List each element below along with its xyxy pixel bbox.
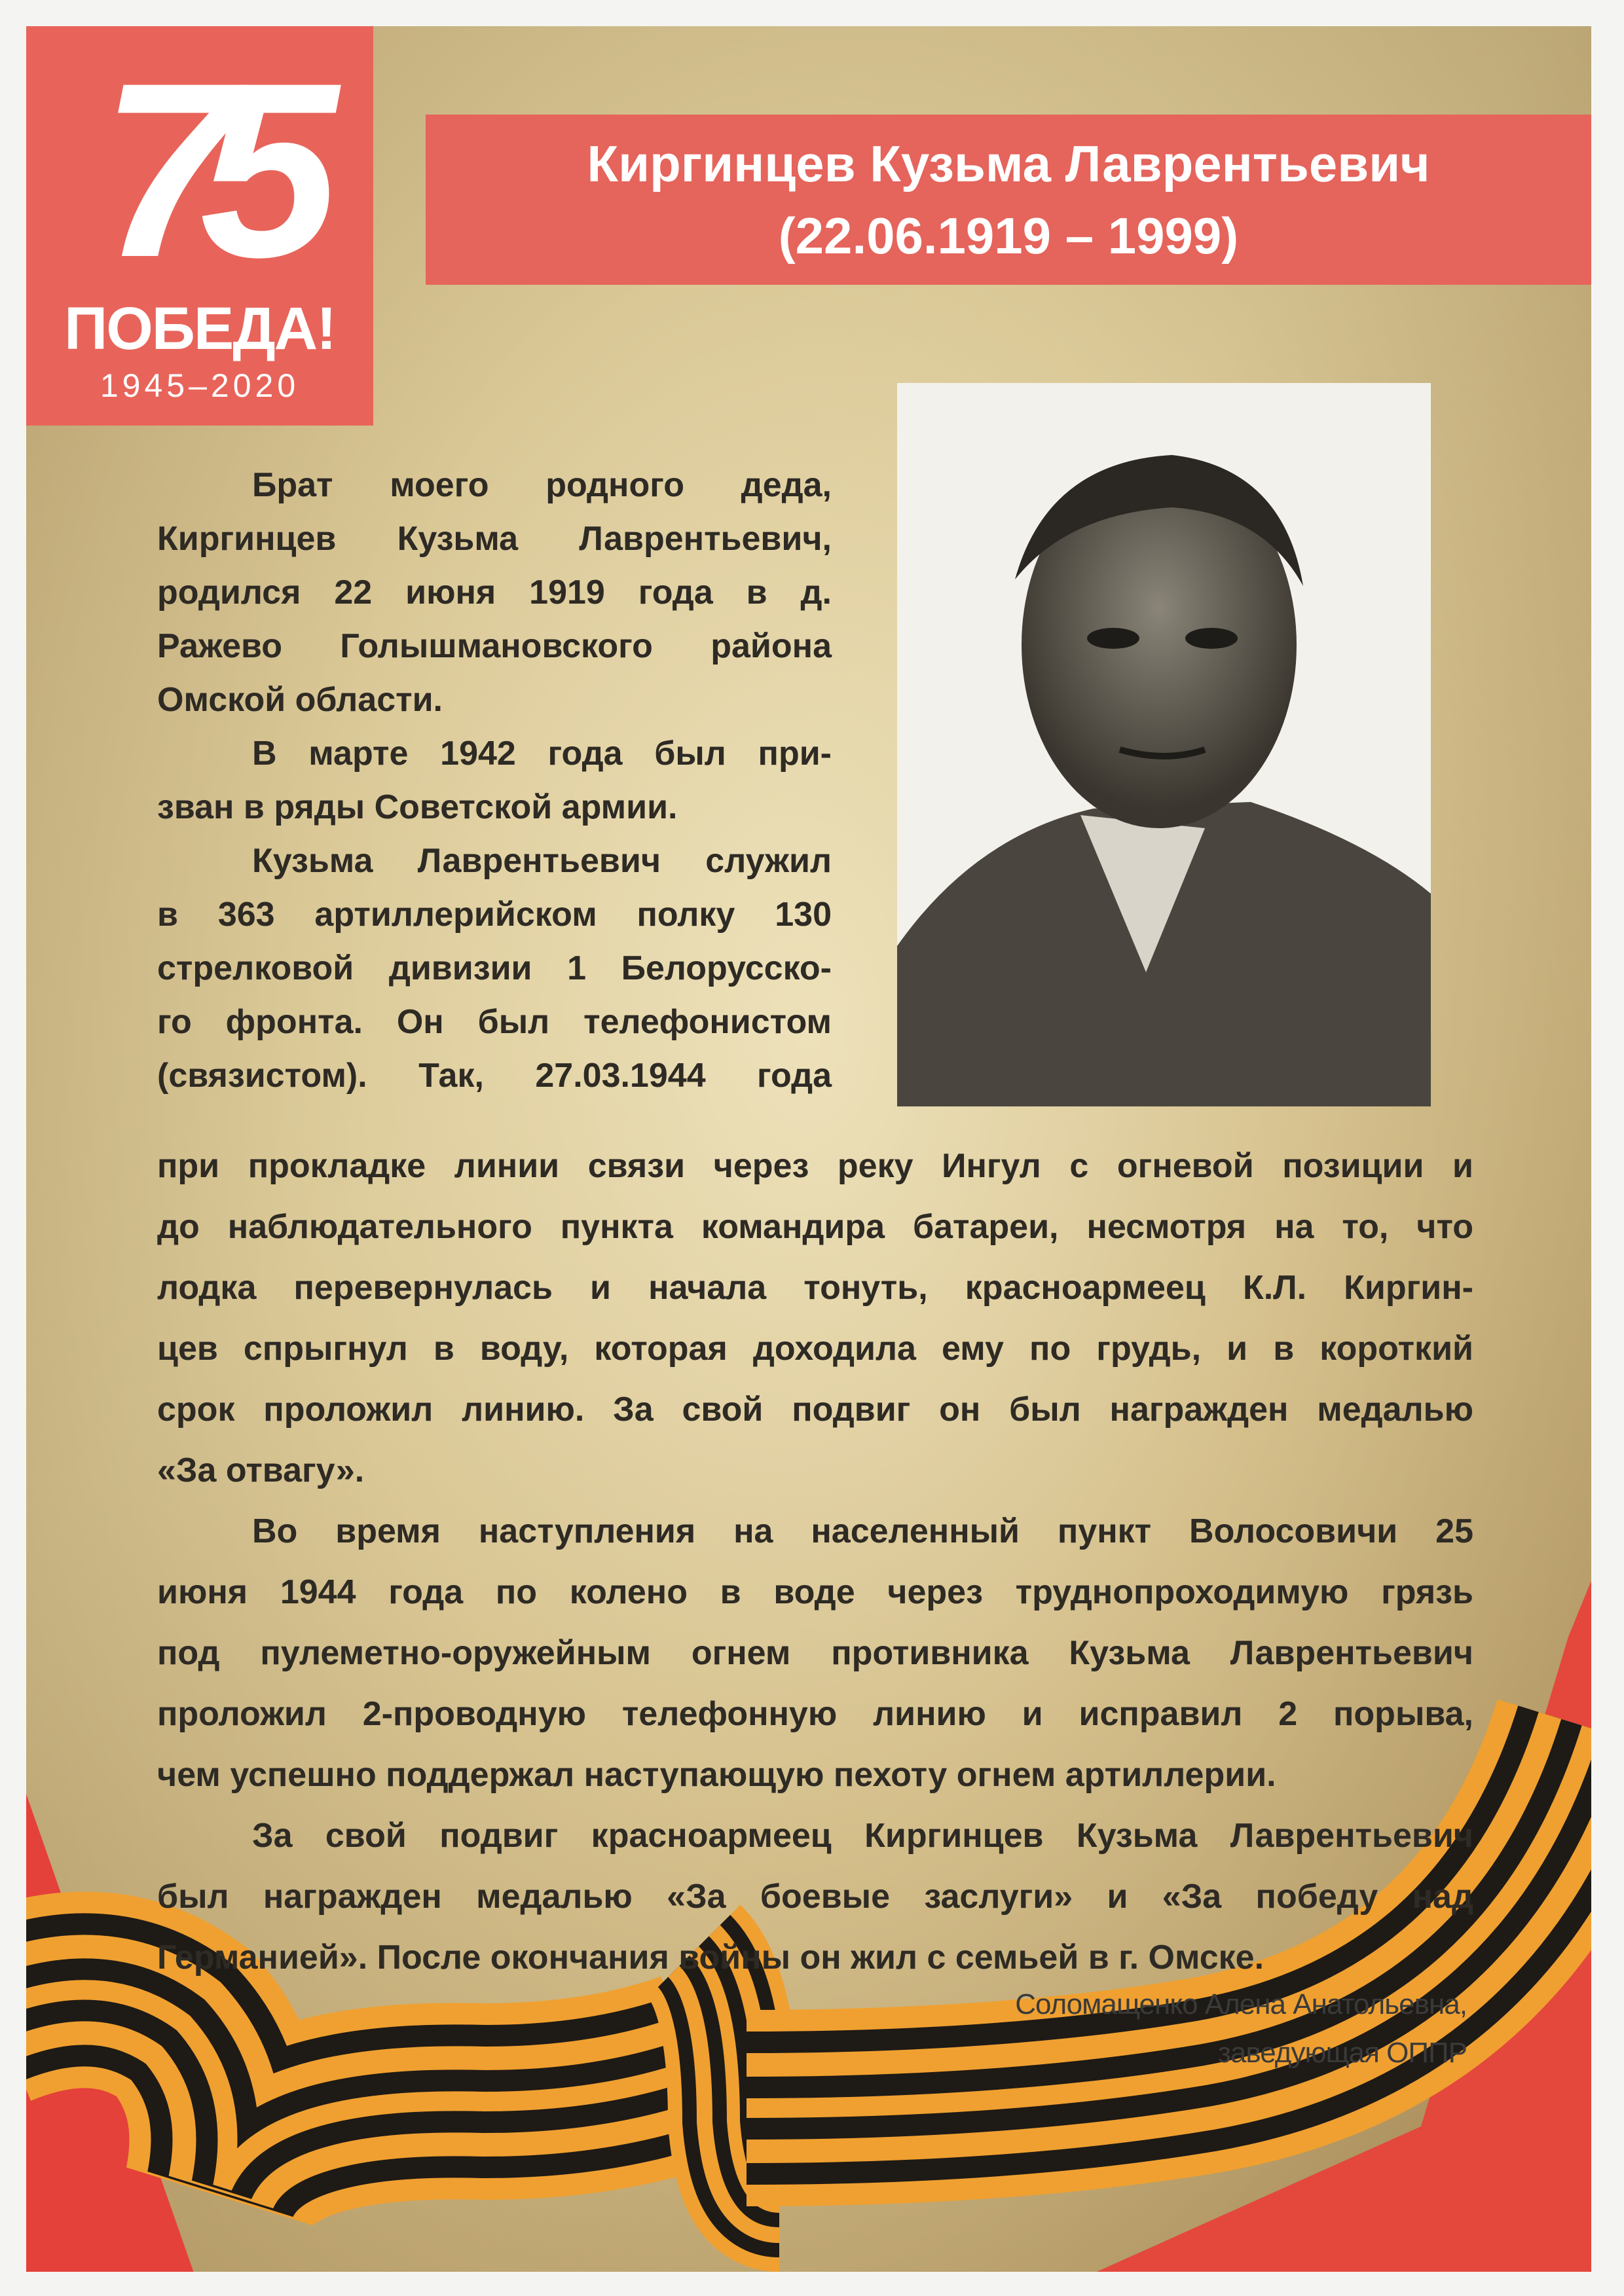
text-line: в 363 артиллерийском полку 130 (157, 896, 832, 934)
biography-left-column (157, 458, 832, 1102)
text-line: лодка перевернулась и начала тонуть, красноармеец К.Л. Киргин- (157, 1269, 1473, 1307)
text-line: июня 1944 года по колено в воде через труднопроходимую грязь (157, 1573, 1473, 1611)
text-line: чем успешно поддержал наступающую пехоту огнем артиллерии. (157, 1756, 1276, 1794)
text-line: до наблюдательного пункта командира батареи, несмотря на то, что (157, 1208, 1473, 1246)
biography-full-width-text (157, 1136, 1473, 1988)
portrait-photo (897, 383, 1431, 1106)
text-line: был награжден медалью «За боевые заслуги» и «За победу над (157, 1878, 1473, 1916)
author-position: заведующая ОППР (1217, 2037, 1467, 2069)
text-line: стрелковой дивизии 1 Белорусско- (157, 949, 832, 987)
text-line: Кузьма Лаврентьевич служил (252, 842, 832, 880)
person-name: Киргинцев Кузьма Лаврентьевич (587, 135, 1430, 192)
title-banner (426, 115, 1591, 285)
text-line: В марте 1942 года был при- (252, 735, 832, 773)
text-line: «За отвагу». (157, 1451, 365, 1489)
text-line: при прокладке линии связи через реку Ингул с огневой позиции и (157, 1147, 1473, 1185)
text-line: Ражево Голышмановского района (157, 627, 832, 665)
text-line: проложил 2-проводную телефонную линию и исправил 2 порыва, (157, 1695, 1473, 1733)
text-line: Омской области. (157, 681, 443, 719)
poster (26, 26, 1591, 2272)
text-line: цев спрыгнул в воду, которая доходила ему по грудь, и в короткий (157, 1330, 1473, 1368)
text-line: За свой подвиг красноармеец Киргинцев Кузьма Лаврентьевич (252, 1817, 1473, 1855)
logo-number: 75 (100, 31, 299, 309)
life-dates: (22.06.1919 – 1999) (778, 207, 1239, 264)
text-line: под пулеметно-оружейным огнем противника Кузьма Лаврентьевич (157, 1634, 1473, 1672)
logo-years: 1945–2020 (100, 367, 300, 404)
signature-block (1015, 1980, 1467, 2077)
logo-title: ПОБЕДА! (64, 295, 335, 362)
text-line: зван в ряды Советской армии. (157, 788, 678, 826)
text-line: родился 22 июня 1919 года в д. (157, 574, 832, 611)
text-line: го фронта. Он был телефонистом (157, 1003, 832, 1041)
text-line: Брат моего родного деда, (252, 466, 832, 504)
victory-75-logo (26, 26, 373, 426)
text-line: Во время наступления на населенный пункт Волосовичи 25 (252, 1512, 1473, 1550)
text-line: Киргинцев Кузьма Лаврентьевич, (157, 520, 832, 558)
author-name: Соломащенко Алена Анатольевна, (1015, 1988, 1467, 2020)
text-line: Германией». После окончания войны он жил с семьей в г. Омске. (157, 1939, 1264, 1977)
text-line: срок проложил линию. За свой подвиг он был награжден медалью (157, 1391, 1473, 1429)
text-line: (связистом). Так, 27.03.1944 года (157, 1057, 832, 1095)
